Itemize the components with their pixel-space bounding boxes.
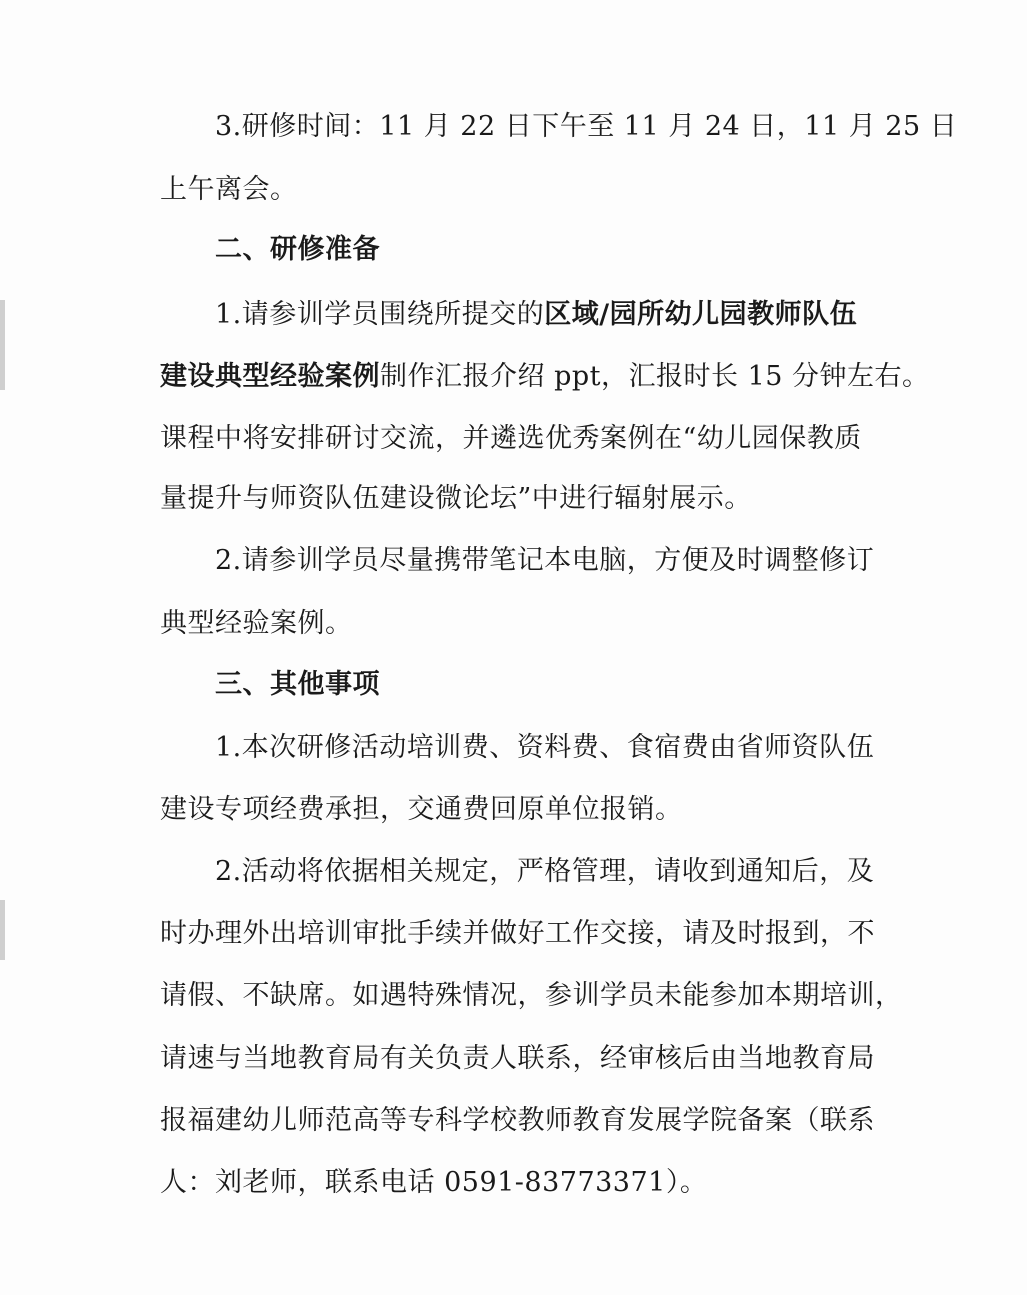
section-heading-other: 三、其他事项 — [215, 669, 380, 700]
other-item-2-line-3: 请假、不缺席。如遇特殊情况，参训学员未能参加本期培训， — [160, 980, 903, 1011]
other-item-1-line-2: 建设专项经费承担，交通费回原单位报销。 — [160, 794, 683, 825]
prep-item-1-bold-text: 区域/园所幼儿园教师队伍 — [544, 299, 858, 330]
prep-item-2-line-1: 2.请参训学员尽量携带笔记本电脑，方便及时调整修订 — [215, 545, 875, 576]
scan-edge-mark — [0, 900, 5, 960]
prep-item-1-text: 1.请参训学员围绕所提交的 — [215, 299, 545, 330]
other-item-2-line-6: 人：刘老师，联系电话 0591-83773371）。 — [160, 1167, 708, 1198]
other-item-2-line-4: 请速与当地教育局有关负责人联系，经审核后由当地教育局 — [160, 1043, 875, 1074]
schedule-line-2: 上午离会。 — [160, 174, 298, 205]
prep-item-1-line-2 — [160, 357, 930, 397]
section-heading-preparation: 二、研修准备 — [215, 234, 380, 265]
prep-item-1-line-3: 课程中将安排研讨交流，并遴选优秀案例在“幼儿园保教质 — [160, 423, 862, 454]
scan-edge-mark — [0, 300, 5, 390]
prep-item-1-line-4: 量提升与师资队伍建设微论坛”中进行辐射展示。 — [160, 483, 752, 514]
prep-item-1-bold-text: 建设典型经验案例 — [160, 361, 380, 392]
prep-item-1-text: 制作汇报介绍 ppt，汇报时长 15 分钟左右。 — [380, 361, 930, 392]
other-item-2-line-1: 2.活动将依据相关规定，严格管理，请收到通知后，及 — [215, 856, 875, 887]
prep-item-1-line-1 — [215, 295, 857, 335]
other-item-1-line-1: 1.本次研修活动培训费、资料费、食宿费由省师资队伍 — [215, 732, 875, 763]
other-item-2-line-2: 时办理外出培训审批手续并做好工作交接，请及时报到，不 — [160, 918, 875, 949]
prep-item-2-line-2: 典型经验案例。 — [160, 608, 353, 639]
other-item-2-line-5: 报福建幼儿师范高等专科学校教师教育发展学院备案（联系 — [160, 1105, 875, 1136]
schedule-line-1: 3.研修时间：11 月 22 日下午至 11 月 24 日，11 月 25 日 — [215, 111, 958, 142]
